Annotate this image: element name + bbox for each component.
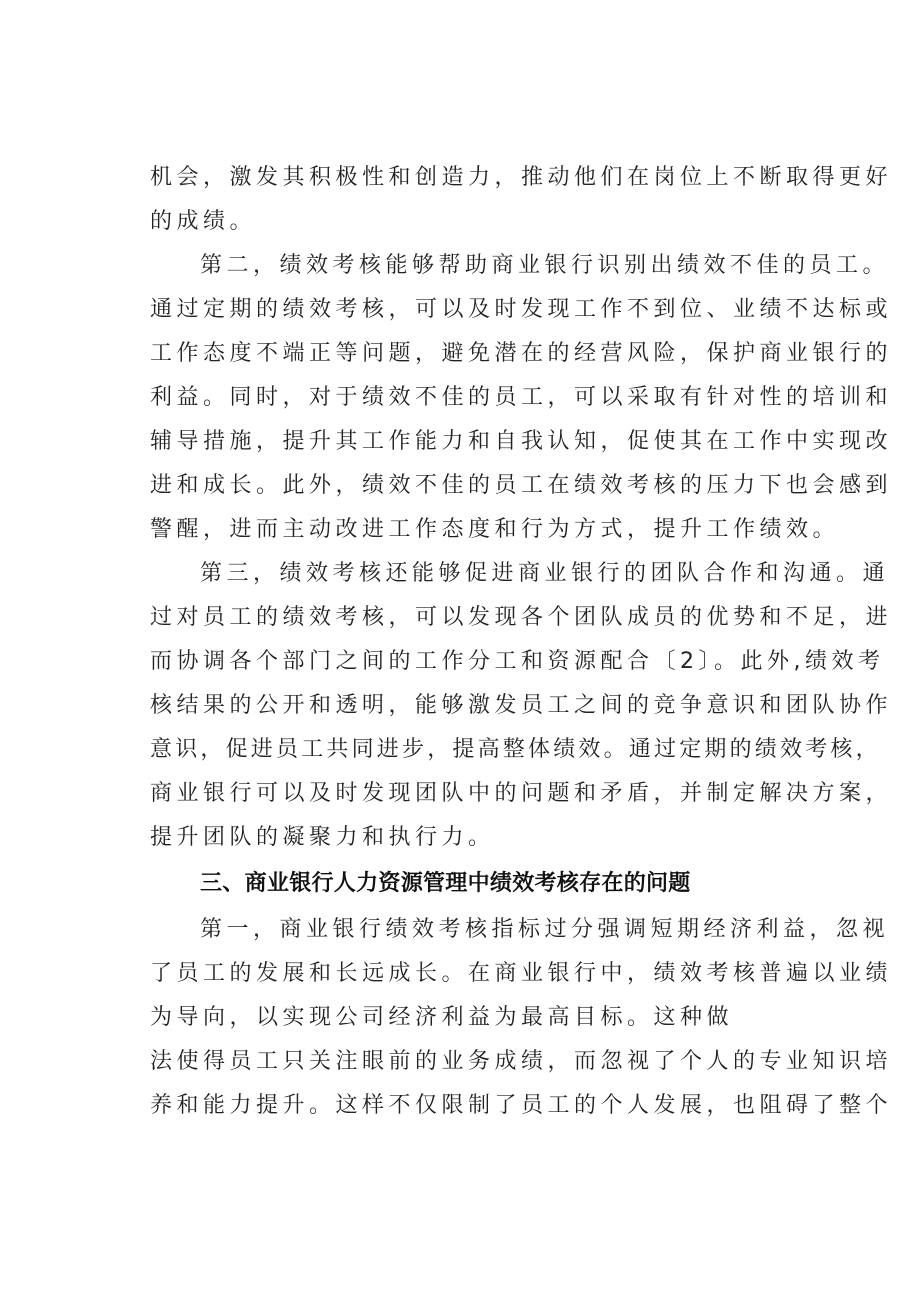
text-line: 辅导措施，提升其工作能力和自我认知，促使其在工作中实现改: [150, 429, 893, 454]
paragraph-start-line: 第一，商业银行绩效考核指标过分强调短期经济利益，忽视: [200, 917, 890, 942]
text-line: 利益。同时，对于绩效不佳的员工，可以采取有针对性的培训和: [150, 385, 893, 410]
text-line: 机会，激发其积极性和创造力，推动他们在岗位上不断取得更好: [150, 165, 893, 190]
text-line: 意识，促进员工共同进步，提高整体绩效。通过定期的绩效考核，: [150, 737, 881, 762]
text-line: 警醒，进而主动改进工作态度和行为方式，提升工作绩效。: [150, 517, 840, 542]
text-line: 工作态度不端正等问题，避免潜在的经营风险，保护商业银行的: [150, 341, 893, 366]
text-line: 提升团队的凝聚力和执行力。: [150, 825, 495, 850]
text-line: 进和成长。此外，绩效不佳的员工在绩效考核的压力下也会感到: [150, 473, 893, 498]
text-line: 了员工的发展和长远成长。在商业银行中，绩效考核普遍以业绩: [150, 961, 893, 986]
paragraph-start-line: 第二，绩效考核能够帮助商业银行识别出绩效不佳的员工。: [200, 253, 890, 278]
text-line: 的成绩。: [150, 209, 257, 234]
text-line: 养和能力提升。这样不仅限制了员工的个人发展，也阻碍了整个: [150, 1093, 893, 1118]
text-line: 法使得员工只关注眼前的业务成绩，而忽视了个人的专业知识培: [150, 1049, 893, 1074]
text-line: 过对员工的绩效考核，可以发现各个团队成员的优势和不足，进: [150, 605, 893, 630]
text-line: 为导向，以实现公司经济利益为最高目标。这种做: [150, 1005, 734, 1030]
text-line: 商业银行可以及时发现团队中的问题和矛盾，并制定解决方案，: [150, 781, 893, 806]
text-line: 核结果的公开和透明，能够激发员工之间的竞争意识和团队协作: [150, 693, 893, 718]
text-line: 而协调各个部门之间的工作分工和资源配合〔2〕。此外,绩效考: [150, 649, 885, 674]
section-heading: 三、商业银行人力资源管理中绩效考核存在的问题: [200, 871, 691, 896]
paragraph-start-line: 第三，绩效考核还能够促进商业银行的团队合作和沟通。通: [200, 561, 890, 586]
text-line: 通过定期的绩效考核，可以及时发现工作不到位、业绩不达标或: [150, 297, 893, 322]
